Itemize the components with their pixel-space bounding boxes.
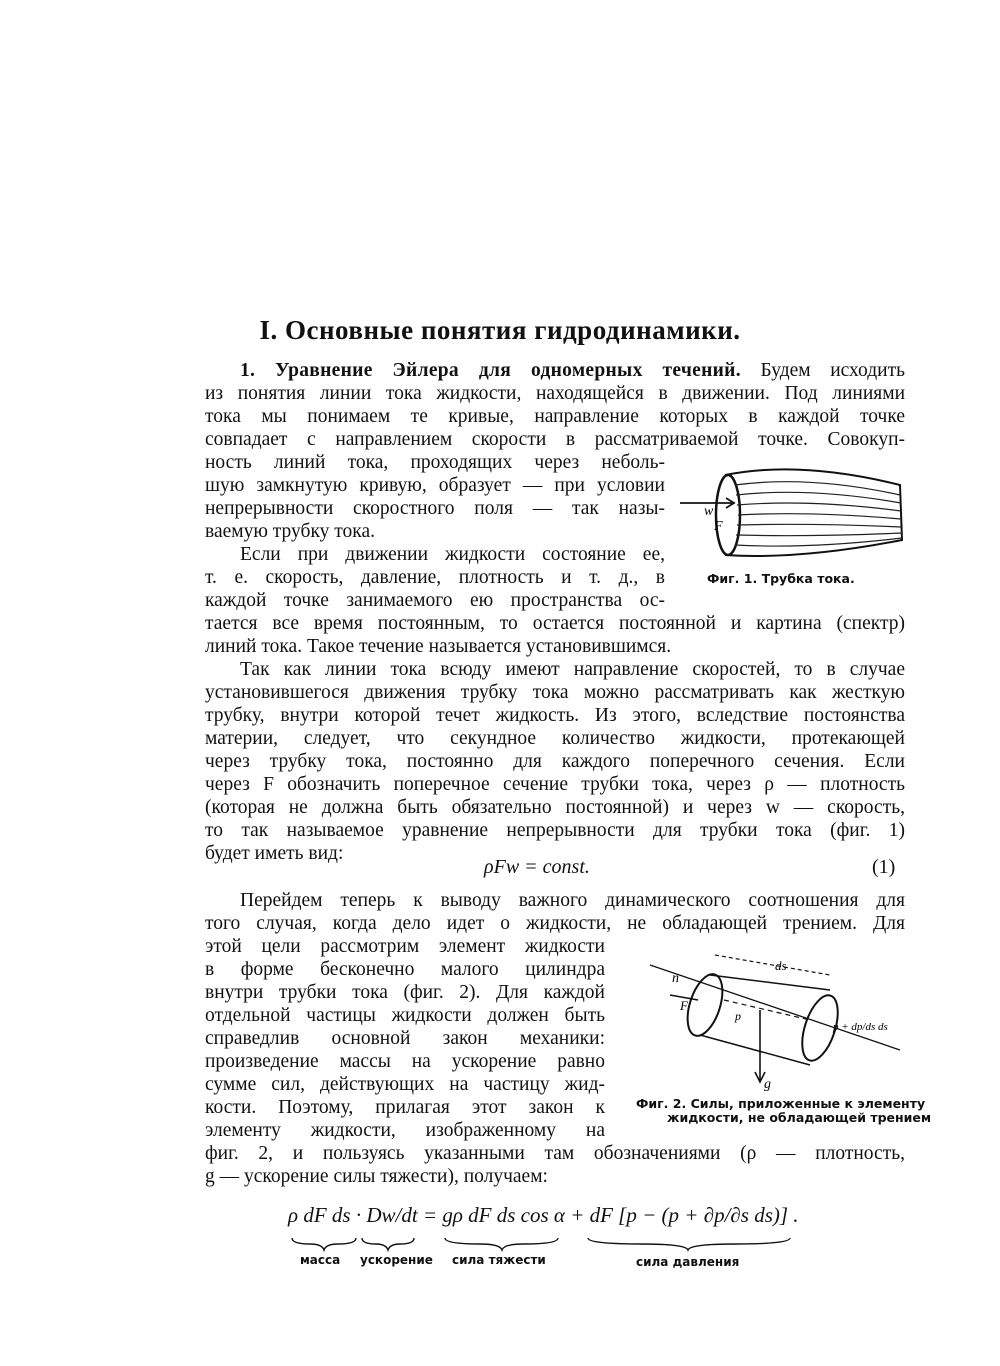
- fig2-label-n: n: [672, 971, 679, 986]
- equation-2: ρ dF ds · Dw/dt = gρ dF ds cos α + dF [p − (p + ∂p/∂s ds)] .: [288, 1203, 799, 1227]
- paragraph-line: справедлив основной закон механики:: [205, 1028, 605, 1049]
- paragraph-line: 1. Уравнение Эйлера для одномерных течений. Будем исходить: [240, 360, 906, 381]
- paragraph-line: в форме бесконечно малого цилиндра: [205, 959, 605, 980]
- fig1-label-w: w: [704, 504, 714, 519]
- brace-label-acceleration: ускорение: [360, 1253, 433, 1267]
- brace-label-gravity: сила тяжести: [452, 1253, 546, 1267]
- figure-1-caption: Фиг. 1. Трубка тока.: [707, 571, 855, 586]
- equation-1-number: (1): [872, 856, 896, 878]
- paragraph-line: ность линий тока, проходящих через неболь-: [205, 452, 665, 473]
- paragraph-line: кости. Поэтому, прилагая этот закон к: [205, 1097, 605, 1118]
- paragraph-line: тается все время постоянным, то остается постоянной и картина (спектр): [205, 613, 905, 634]
- chapter-title: I. Основные понятия гидродинамики.: [259, 315, 741, 345]
- paragraph-line: установившегося движения трубку тока можно рассматривать как жесткую: [205, 682, 905, 703]
- paragraph-line: Перейдем теперь к выводу важного динамического соотношения для: [240, 890, 905, 911]
- paragraph-line: внутри трубки тока (фиг. 2). Для каждой: [205, 982, 605, 1003]
- paragraph-line: произведение массы на ускорение равно: [205, 1051, 605, 1072]
- paragraph-line: будет иметь вид:: [205, 843, 344, 864]
- paragraph-line: g — ускорение силы тяжести), получаем:: [205, 1166, 548, 1187]
- paragraph-line: Так как линии тока всюду имеют направление скоростей, то в случае: [240, 659, 905, 680]
- paragraph-line: из понятия линии тока жидкости, находящейся в движении. Под линиями: [205, 383, 905, 404]
- paragraph-line: материи, следует, что секундное количество жидкости, протекающей: [205, 728, 905, 749]
- brace-label-pressure: сила давления: [636, 1255, 740, 1269]
- brace-label-mass: масса: [300, 1253, 341, 1267]
- section-heading: 1. Уравнение Эйлера для одномерных течений.: [240, 360, 741, 381]
- fig2-label-dp: p + dp/ds ds: [833, 1021, 888, 1033]
- paragraph-line: т. е. скорость, давление, плотность и т. д., в: [205, 567, 665, 588]
- paragraph-line: шую замкнутую кривую, образует — при условии: [205, 475, 665, 496]
- paragraph-line: того случая, когда дело идет о жидкости, не обладающей трением. Для: [205, 913, 905, 934]
- fig2-label-g: g: [764, 1077, 771, 1092]
- paragraph-line: фиг. 2, и пользуясь указанными там обозначениями (ρ — плотность,: [205, 1143, 905, 1164]
- paragraph-line: элементу жидкости, изображенному на: [205, 1120, 605, 1141]
- paragraph-line: сумме сил, действующих на частицу жид-: [205, 1074, 605, 1095]
- figure-2-fluid-element: [640, 940, 910, 1090]
- paragraph-line: этой цели рассмотрим элемент жидкости: [205, 936, 605, 957]
- paragraph-line: через трубку тока, постоянно для каждого поперечного сечения. Если: [205, 751, 905, 772]
- fig2-label-F: F: [680, 998, 688, 1013]
- paragraph-line: то так называемое уравнение непрерывности для трубки тока (фиг. 1): [205, 820, 905, 841]
- figure-2-caption-line-2: жидкости, не обладающей трением: [667, 1110, 932, 1125]
- paragraph-line: ваемую трубку тока.: [205, 521, 376, 542]
- paragraph-line: трубку, внутри которой течет жидкость. Из этого, вследствие постоянства: [205, 705, 905, 726]
- fig2-label-ds: ds: [775, 958, 787, 973]
- paragraph-line: линий тока. Такое течение называется установившимся.: [205, 636, 672, 657]
- figure-2-caption-line-1: Фиг. 2. Силы, приложенные к элементу: [636, 1096, 926, 1111]
- equation-1: ρFw = const.: [484, 856, 590, 878]
- paragraph-line: каждой точке занимаемого ею пространства ос-: [205, 590, 665, 611]
- paragraph-line: тока мы понимаем те кривые, направление которых в каждой точке: [205, 406, 905, 427]
- paragraph-line: совпадает с направлением скорости в рассматриваемой точке. Совокуп-: [205, 429, 905, 450]
- paragraph-line: (которая не должна быть обязательно постоянной) и через w — скорость,: [205, 797, 905, 818]
- fig2-label-p: p: [735, 1009, 741, 1023]
- paragraph-line: Если при движении жидкости состояние ее,: [240, 544, 665, 565]
- fig1-label-F: F: [714, 519, 723, 534]
- paragraph-line: отдельной частицы жидкости должен быть: [205, 1005, 605, 1026]
- paragraph-line: непрерывности скоростного поля — так назы-: [205, 498, 665, 519]
- paragraph-line: через F обозначить поперечное сечение трубки тока, через ρ — плотность: [205, 774, 905, 795]
- figure-1-stream-tube: [670, 455, 910, 565]
